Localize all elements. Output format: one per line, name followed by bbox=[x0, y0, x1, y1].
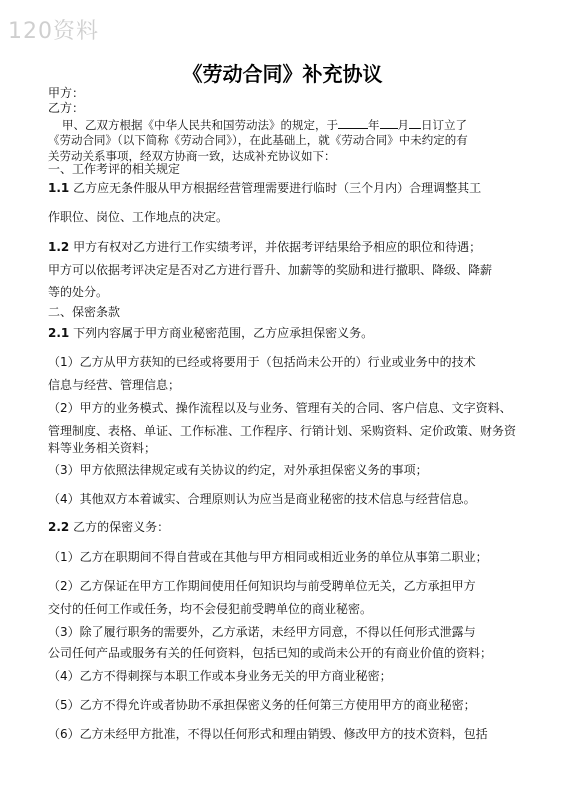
item-1-line-2: 信息与经营、管理信息； bbox=[48, 378, 181, 392]
party-b-label: 乙方： bbox=[48, 101, 85, 115]
clause-1-2-line-2: 甲方可以依据考评决定是否对乙方进行晋升、加薪等的奖励和进行撤职、降级、降薪 bbox=[48, 263, 493, 277]
watermark: 120资料 bbox=[8, 19, 99, 44]
section-1-heading: 一、工作考评的相关规定 bbox=[48, 162, 181, 176]
clause-1-1-line-1 bbox=[48, 181, 481, 196]
intro-text: 甲、乙双方根据《中华人民共和国劳动法》的规定，于 bbox=[62, 118, 338, 132]
clause-number: 2.1 bbox=[48, 326, 70, 340]
document-title: 《劳动合同》补充协议 bbox=[182, 62, 383, 86]
obligation-6: （6）乙方未经甲方批准，不得以任何形式和理由销毁、修改甲方的技术资料，包括 bbox=[48, 727, 488, 741]
clause-text: 甲方有权对乙方进行工作实绩考评，并依据考评结果给予相应的职位和待遇； bbox=[73, 240, 482, 254]
obligation-3-line-1: （3）除了履行职务的需要外，乙方承诺，未经甲方同意，不得以任何形式泄露与 bbox=[48, 625, 476, 639]
item-1-line-1: （1）乙方从甲方获知的已经或将要用于（包括尚未公开的）行业或业务中的技术 bbox=[48, 355, 476, 369]
clause-2-1 bbox=[48, 326, 373, 341]
clause-text: 乙方的保密义务： bbox=[73, 520, 170, 534]
item-2-line-1: （2）甲方的业务模式、操作流程以及与业务、管理有关的合同、客户信息、文字资料、 bbox=[48, 401, 512, 415]
day-label: 日订立了 bbox=[421, 118, 467, 132]
section-2-heading: 二、保密条款 bbox=[48, 305, 121, 319]
item-4: （4）其他双方本着诚实、合理原则认为应当是商业秘密的技术信息与经营信息。 bbox=[48, 492, 476, 506]
clause-text: 下列内容属于甲方商业秘密范围，乙方应承担保密义务。 bbox=[73, 326, 374, 340]
month-label: 月 bbox=[397, 118, 409, 132]
clause-2-2 bbox=[48, 520, 169, 535]
intro-line-1 bbox=[62, 117, 467, 133]
day-blank bbox=[409, 117, 421, 129]
year-label: 年 bbox=[368, 118, 380, 132]
obligation-4: （4）乙方不得刺探与本职工作或本身业务无关的甲方商业秘密； bbox=[48, 669, 392, 683]
obligation-1: （1）乙方在职期间不得自营或在其他与甲方相同或相近业务的单位从事第二职业； bbox=[48, 550, 488, 564]
year-blank bbox=[338, 117, 368, 129]
clause-1-2-line-3: 等的处分。 bbox=[48, 285, 109, 299]
clause-1-1-line-2: 作职位、岗位、工作地点的决定。 bbox=[48, 210, 229, 224]
clause-number: 1.1 bbox=[48, 181, 70, 195]
clause-number: 1.2 bbox=[48, 240, 70, 254]
clause-text: 乙方应无条件服从甲方根据经营管理需要进行临时（三个月内）合理调整其工 bbox=[73, 181, 482, 195]
item-2-line-2: 管理制度、表格、单证、工作标准、工作程序、行销计划、采购资料、定价政策、财务资 bbox=[48, 424, 517, 438]
obligation-5: （5）乙方不得允许或者协助不承担保密义务的任何第三方使用甲方的商业秘密； bbox=[48, 698, 476, 712]
obligation-2-line-1: （2）乙方保证在甲方工作期间使用任何知识均与前受聘单位无关，乙方承担甲方 bbox=[48, 579, 476, 593]
item-3: （3）甲方依照法律规定或有关协议的约定，对外承担保密义务的事项； bbox=[48, 463, 428, 477]
item-2-line-3: 料等业务相关资料； bbox=[48, 441, 157, 455]
intro-line-2: 《劳动合同》（以下简称《劳动合同》），在此基础上，就《劳动合同》中未约定的有 bbox=[48, 133, 468, 147]
clause-number: 2.2 bbox=[48, 520, 70, 534]
party-a-label: 甲方： bbox=[48, 86, 85, 100]
clause-1-2-line-1 bbox=[48, 240, 481, 255]
intro-line-3: 关劳动关系事项，经双方协商一致，达成补充协议如下： bbox=[48, 149, 336, 163]
month-blank bbox=[380, 117, 398, 129]
obligation-3-line-2: 公司任何产品或服务有关的任何资料，包括已知的或尚未公开的有商业价值的资料； bbox=[48, 646, 493, 660]
obligation-2-line-2: 交付的任何工作或任务，均不会侵犯前受聘单位的商业秘密。 bbox=[48, 602, 373, 616]
